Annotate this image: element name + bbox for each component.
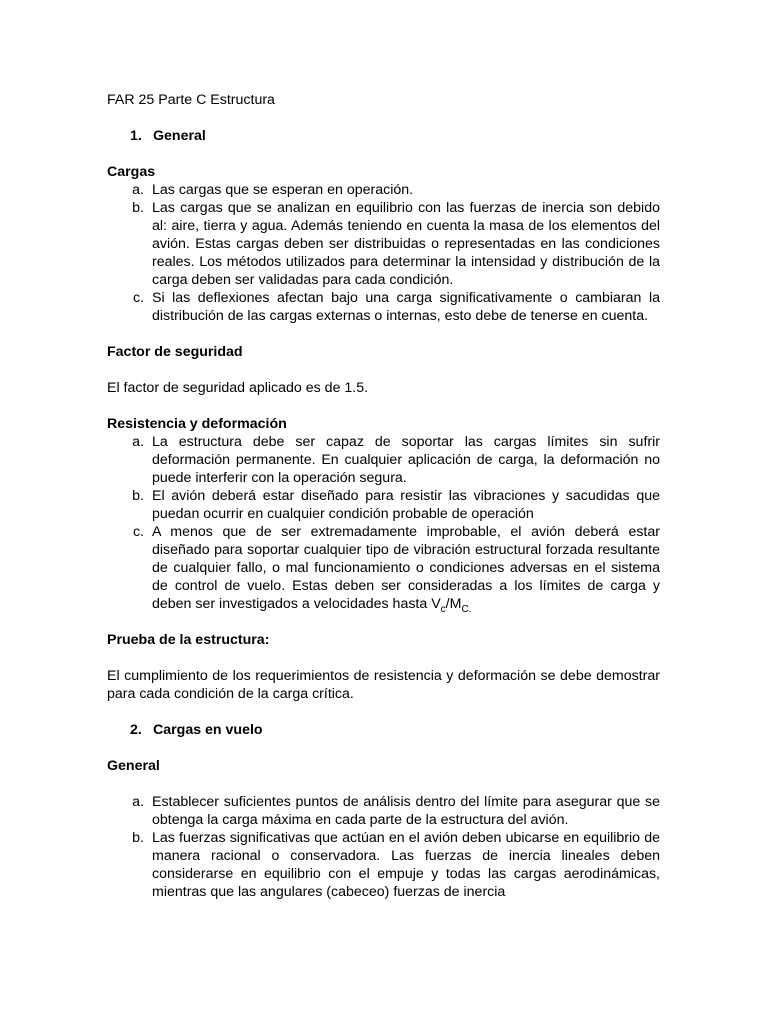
list-text: Las cargas que se esperan en operación. <box>152 182 414 198</box>
section-1-label: General <box>153 128 206 144</box>
section-1-heading <box>107 127 660 145</box>
section-1-number: 1. <box>130 128 142 144</box>
list-marker: b. <box>132 830 144 846</box>
cargas-heading: Cargas <box>107 164 156 180</box>
list-marker: c. <box>132 524 144 540</box>
list-item <box>107 289 660 325</box>
list-text: Las fuerzas significativas que actúan en el avión deben ubicarse en equilibrio de manera racional o conservadora. Las fuerzas de inercia lineales deben considerarse en equilibrio con el empuje y todas las cargas aerodinámicas, mientras que las angulares (cabeceo) fuerzas de inercia <box>152 830 660 900</box>
section-2-label: Cargas en vuelo <box>153 722 263 738</box>
subscript-C: C. <box>461 603 472 615</box>
document-title: FAR 25 Parte C Estructura <box>107 92 275 108</box>
list-text: Las cargas que se analizan en equilibrio con las fuerzas de inercia son debido al: aire, tierra y agua. Además teniendo en cuenta la masa de los elementos del avión. Estas cargas deben ser distribuidas o representadas en las condiciones reales. Los métodos utilizados para determinar la intensidad y distribución de la carga deben ser validadas para cada condición. <box>152 200 660 288</box>
prueba-heading: Prueba de la estructura: <box>107 632 270 648</box>
section-2-number: 2. <box>130 722 142 738</box>
prueba-text: El cumplimiento de los requerimientos de resistencia y deformación se debe demostrar para cada condición de la carga crítica. <box>107 668 660 702</box>
list-text: Establecer suficientes puntos de análisis dentro del límite para asegurar que se obtenga la carga máxima en cada parte de la estructura del avión. <box>152 794 660 828</box>
list-marker: a. <box>132 794 144 810</box>
list-item <box>107 793 660 829</box>
list-text <box>152 523 660 613</box>
factor-text: El factor de seguridad aplicado es de 1.5. <box>107 380 369 396</box>
list-item <box>107 487 660 523</box>
list-text: La estructura debe ser capaz de soportar las cargas límites sin sufrir deformación permanente. En cualquier aplicación de carga, la deformación no puede interferir con la operación segura. <box>152 434 660 486</box>
subscript-c: c <box>440 603 446 615</box>
list-marker: c. <box>132 290 144 306</box>
list-item <box>107 523 660 613</box>
general-list <box>107 793 660 901</box>
list-item <box>107 181 660 199</box>
resistencia-heading: Resistencia y deformación <box>107 416 287 432</box>
list-text-main: A menos que de ser extremadamente improbable, el avión deberá estar diseñado para soportar cualquier tipo de vibración estructural forzada resultante de cualquier fallo, o mal funcionamiento o condiciones adversas en el sistema de control de vuelo. Estas deben ser consideradas a los límites de carga y deben ser investigados a velocidades hasta V <box>152 524 660 612</box>
document-page <box>107 91 660 901</box>
resistencia-list <box>107 433 660 613</box>
list-text: El avión deberá estar diseñado para resistir las vibraciones y sacudidas que puedan ocurrir en cualquier condición probable de operación <box>152 488 660 522</box>
list-item <box>107 199 660 289</box>
list-marker: a. <box>132 434 144 450</box>
list-text: Si las deflexiones afectan bajo una carga significativamente o cambiaran la distribución de las cargas externas o internas, esto debe de tenerse en cuenta. <box>152 290 660 324</box>
list-marker: b. <box>132 488 144 504</box>
list-marker: b. <box>132 200 144 216</box>
general-heading: General <box>107 758 160 774</box>
factor-heading: Factor de seguridad <box>107 344 243 360</box>
list-text-mid: /M <box>445 596 462 612</box>
list-marker: a. <box>132 182 144 198</box>
list-item <box>107 829 660 901</box>
section-2-heading <box>107 721 660 739</box>
list-item <box>107 433 660 487</box>
cargas-list <box>107 181 660 325</box>
